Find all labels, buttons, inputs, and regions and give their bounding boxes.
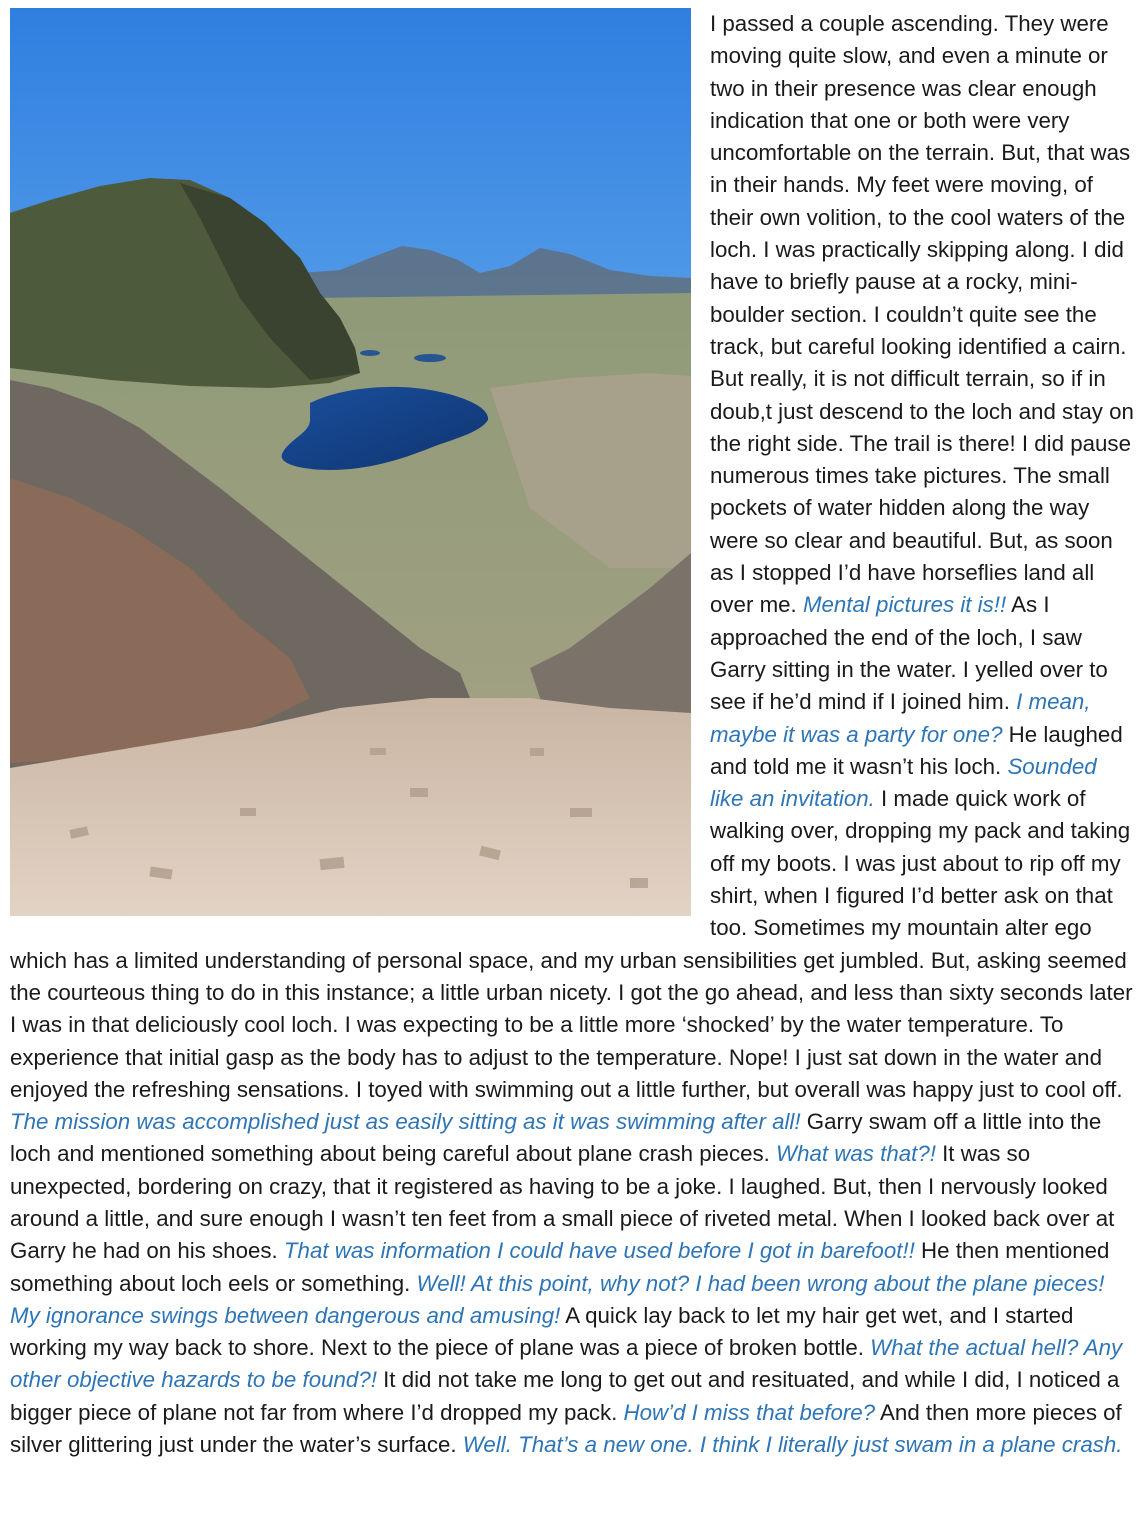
inner-thought-text: Mental pictures it is!! [802,592,1007,618]
narrative-text: I made quick work of walking over, dropping my pack and taking off my boots. I was just about to rip off my shirt, when I figured I’d better ask on that too. Sometimes my mountain alter ego which has a limited understanding of personal space, and my urban sensibilities get jumbled. But, asking seemed the courteous thing to do in this instance; a little urban nicety. I got the go ahead, and less than sixty seconds later I was in that deliciously cool loch. I was expecting to be a little more ‘shocked’ by the water temperature. To experience that initial gasp as the body has to adjust to the temperature. Nope! I just sat down in the water and enjoyed the refreshing sensations. I toyed with swimming out a little further, but overall was happy just to cool off. [10,786,1133,1102]
narrative-text: Garry swam off a little into the loch and mentioned something about being careful about plane crash pieces. [10,1109,1102,1167]
narrative-text: A quick lay back to let my hair get wet, and I started working my way back to shore. Next to the piece of plane was a piece of broken bottle. [10,1302,1074,1361]
inner-thought-text: Well. That’s a new one. I think I literally just swam in a plane crash. [462,1432,1123,1458]
narrative-text: I passed a couple ascending. They were moving quite slow, and even a minute or two in their presence was clear enough indication that one or both were very uncomfortable on the terrain. But, that was in their hands. My feet were moving, of their own volition, to the cool waters of the loch. I was practically skipping along. I did have to briefly pause at a rocky, mini-boulder section. I couldn’t quite see the track, but careful looking identified a cairn. But really, it is not difficult terrain, so if in doub,t just descend to the loch and stay on the right side. The trail is there! I did pause numerous times take pictures. The small pockets of water hidden along the way were so clear and beautiful. But, as soon as I stopped I’d have horseflies land all over me. [710,11,1134,618]
lochan [360,350,380,356]
inner-thought-text: I mean, maybe it was a party for one? [710,689,1091,747]
lochan [414,354,446,362]
narrative-text: And then more pieces of silver glittering just under the water’s surface. [10,1399,1122,1458]
inner-thought-text: The mission was accomplished just as easily sitting as it was swimming after all! [10,1109,801,1135]
inner-thought-text: What was that?! [776,1141,936,1167]
narrative-text: As I approached the end of the loch, I saw Garry sitting in the water. I yelled over to see if he’d mind if I joined him. [710,592,1108,715]
narrative-text: He laughed and told me it wasn’t his loch. [710,721,1123,779]
inner-thought-text: What the actual hell? Any other objective hazards to be found?! [10,1335,1123,1393]
inner-thought-text: That was information I could have used before I got in barefoot!! [283,1238,915,1264]
landscape-illustration [10,8,691,916]
narrative-text: It was so unexpected, bordering on crazy, that it registered as having to be a joke. I laughed. But, then I nervously looked around a little, and sure enough I wasn’t ten feet from a small piece of riveted metal. When I looked back over at Garry he had on his shoes. [10,1141,1115,1264]
narrative-text: It did not take me long to get out and resituated, and while I did, I noticed a bigger piece of plane not far from where I’d dropped my pack. [10,1367,1120,1425]
narrative-text: He then mentioned something about loch eels or something. [10,1238,1110,1296]
inner-thought-text: Well! At this point, why not? I had been wrong about the plane pieces! My ignorance swings between dangerous and amusing! [10,1270,1105,1328]
mountain-loch-photo [10,8,691,916]
inner-thought-text: How’d I miss that before? [623,1399,876,1425]
inner-thought-text: Sounded like an invitation. [710,753,1097,812]
